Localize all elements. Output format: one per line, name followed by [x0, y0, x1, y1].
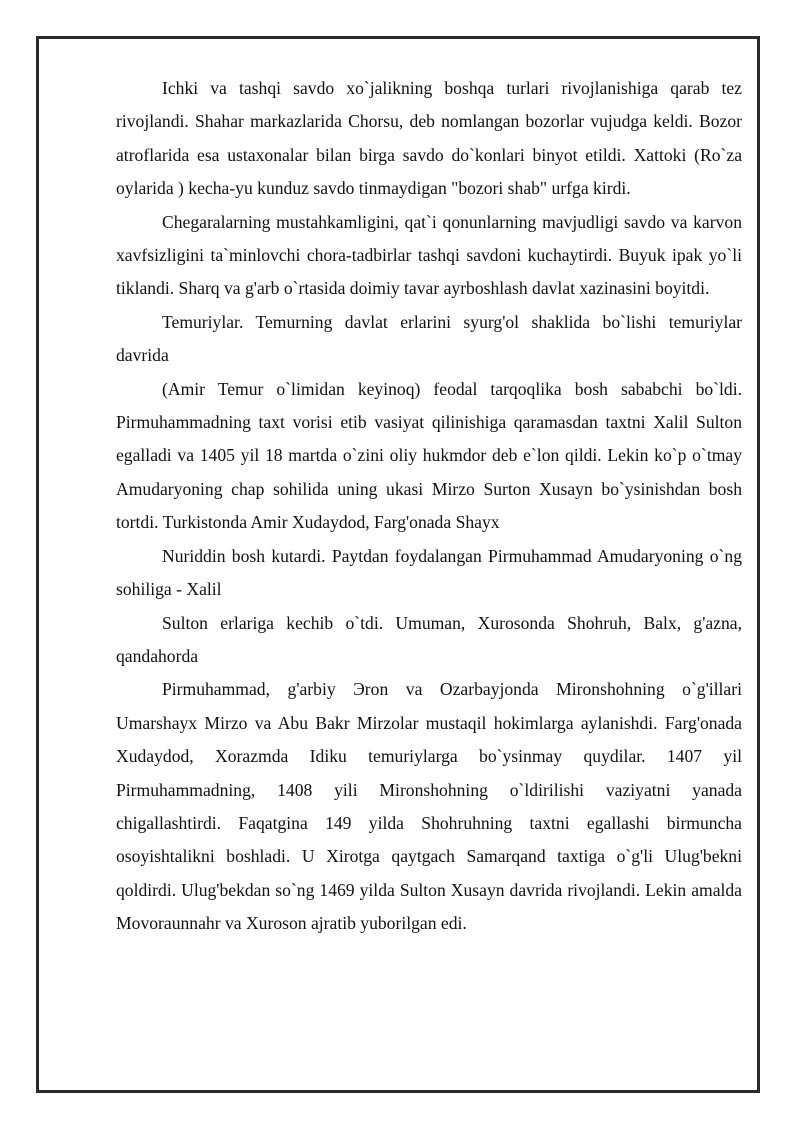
paragraph-nuriddin: Nuriddin bosh kutardi. Paytdan foydalangan Pirmuhammad Amudaryoning o`ng sohiliga - Xalil: [116, 545, 742, 600]
document-body: [116, 72, 742, 941]
paragraph-sulton: Sulton erlariga kechib o`tdi. Umuman, Xurosonda Shohruh, Balx, g'azna, qandahorda: [116, 612, 742, 666]
paragraph-pirmuhammad: Pirmuhammad, g'arbiy Эron va Ozarbayjonda Mironshohning o`g'illari Umarshayx Mirzo va Abu Bakr Mirzolar mustaqil hokimlarga aylanishdi. Farg'onada Xudaydod, Xorazmda Idiku temuriylarga bo`ysinmay quydilar. 1407 yil Pirmuhammadning, 1408 yili Mironshohning o`ldirilishi vaziyatni yanada chigallashtirdi. Faqatgina 149 yilda Shohruhning taxtni egallashi birmuncha osoyishtalikni boshladi. U Xirotga qaytgach Samarqand taxtiga o`g'li Ulug'bekni qoldirdi. Ulug'bekdan so`ng 1469 yilda Sulton Xusayn davrida rivojlandi. Lekin amalda Movoraunnahr va Xuroson ajratib yuborilgan edi.: [116, 679, 742, 934]
paragraph-trade: Ichki va tashqi savdo xo`jalikning boshqa turlari rivojlanishiga qarab tez rivojlandi. Shahar markazlarida Chorsu, deb nomlangan bozorlar vujudga keldi. Bozor atroflarida esa ustaxonalar bilan birga savdo do`konlari binyot etildi. Xattoki (Ro`za oylarida ) kecha-yu kunduz savdo tinmaydigan "bozori shab" urfga kirdi.: [116, 78, 742, 199]
paragraph-temurids: Temuriylar. Temurning davlat erlarini syurg'ol shaklida bo`lishi temuriylar davrida: [116, 311, 742, 366]
paragraph-borders: Chegaralarning mustahkamligini, qat`i qonunlarning mavjudligi savdo va karvon xavfsizligini ta`minlovchi chora-tadbirlar tashqi savdoni kuchaytirdi. Buyuk ipak yo`li tiklandi. Sharq va g'arb o`rtasida doimiy tavar ayrboshlash davlat xazinasini boyitdi.: [116, 211, 742, 299]
paragraph-fragmentation: (Amir Temur o`limidan keyinoq) feodal tarqoqlika bosh sababchi bo`ldi. Pirmuhammadning taxt vorisi etib vasiyat qilinishiga qaramasdan taxtni Xalil Sulton egalladi va 1405 yil 18 martda o`zini oliy hukmdor deb e`lon qildi. Lekin ko`p o`tmay Amudaryoning chap sohilida uning ukasi Mirzo Surton Xusayn bo`ysinishdan bosh tortdi. Turkistonda Amir Xudaydod, Farg'onada Shayx: [116, 378, 742, 533]
